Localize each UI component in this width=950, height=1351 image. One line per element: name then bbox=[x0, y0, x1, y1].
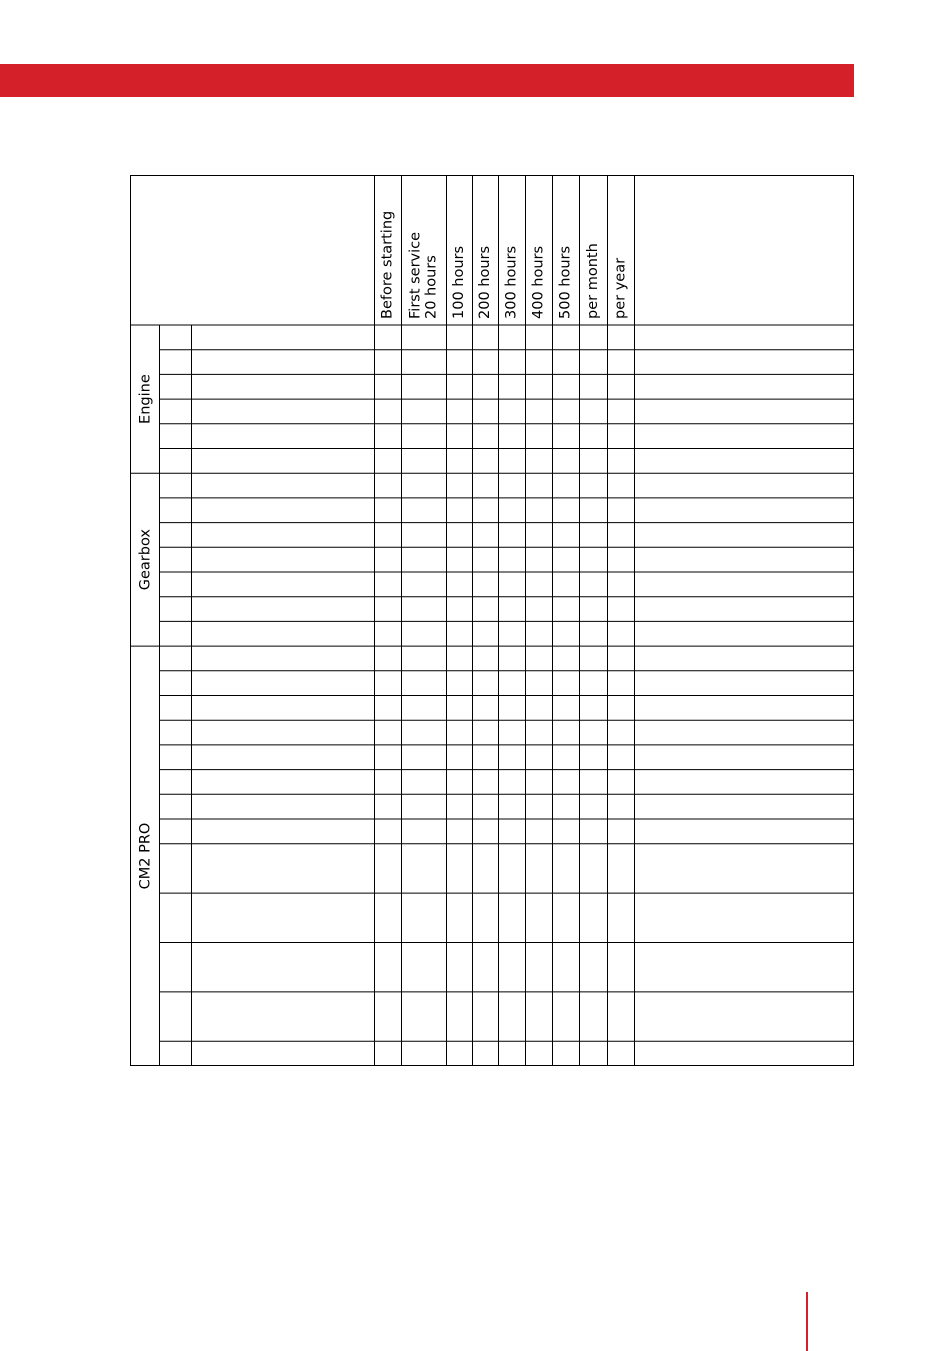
header-column-label: 400 hours bbox=[530, 245, 547, 319]
header-column-label: 20 hours bbox=[423, 255, 440, 319]
header-column-label: 300 hours bbox=[503, 245, 520, 319]
header-column-label: per year bbox=[612, 257, 629, 319]
header-column-label: 100 hours bbox=[451, 245, 467, 319]
table-groups bbox=[138, 374, 154, 889]
header-accent-bar bbox=[0, 64, 854, 97]
footer-divider bbox=[806, 1292, 808, 1351]
header-column-label: 200 hours bbox=[477, 245, 493, 319]
group-label: Engine bbox=[137, 374, 154, 424]
group-label: CM2 PRO bbox=[137, 822, 154, 890]
header-column-label: Before starting bbox=[379, 210, 396, 319]
header-column-label: per month bbox=[585, 243, 601, 319]
maintenance-schedule-table bbox=[130, 175, 854, 1066]
group-label: Gearbox bbox=[137, 529, 154, 591]
table-header bbox=[380, 211, 629, 319]
header-column-label: 500 hours bbox=[557, 245, 574, 319]
header-column-label: First service bbox=[407, 231, 424, 319]
